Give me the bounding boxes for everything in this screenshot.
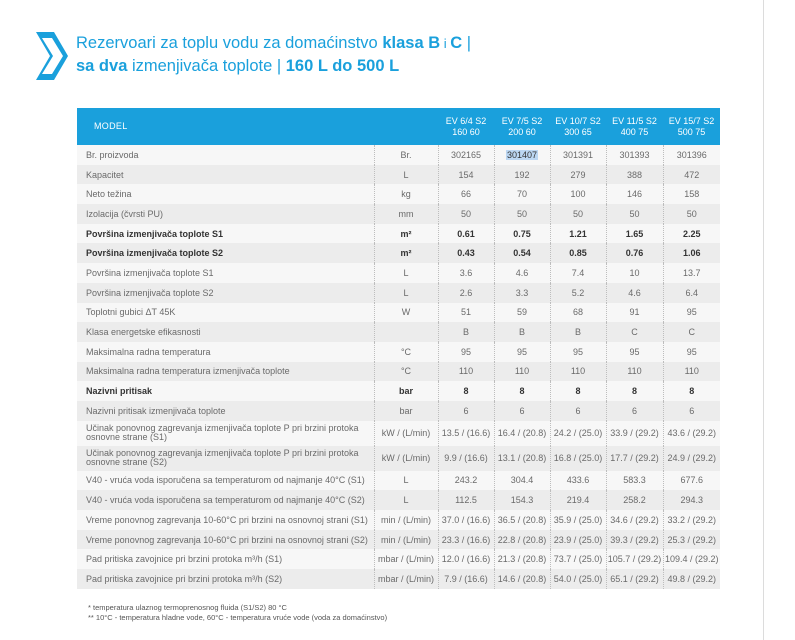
title-line-2: [76, 55, 636, 77]
table-row: [77, 362, 720, 382]
page-title: [76, 32, 636, 77]
title-text: Rezervoari za toplu vodu za domaćinstvo: [76, 34, 383, 52]
spec-table: [77, 108, 720, 589]
table-cell: 154.3: [494, 490, 550, 510]
unit-header: [374, 108, 438, 145]
table-cell: 16.4 / (20.8): [494, 421, 550, 446]
table-cell: 35.9 / (25.0): [550, 510, 606, 530]
table-row: [77, 381, 720, 401]
table-cell: 70: [494, 184, 550, 204]
table-cell: 14.6 / (20.8): [494, 569, 550, 589]
table-cell: 13.1 / (20.8): [494, 446, 550, 471]
table-cell: 39.3 / (29.2): [606, 530, 663, 550]
table-cell: 7.9 / (16.6): [438, 569, 494, 589]
title-separator: |: [462, 34, 472, 52]
table-cell: 21.3 / (20.8): [494, 549, 550, 569]
row-label: V40 - vruća voda isporučena sa temperaturom od najmanje 40°C (S1): [86, 475, 365, 486]
table-cell: 95: [438, 342, 494, 362]
table-cell: 8: [550, 381, 606, 401]
title-class-c: C: [450, 34, 463, 52]
table-cell: 73.7 / (25.0): [550, 549, 606, 569]
table-cell: 301391: [550, 145, 606, 165]
row-unit: °C: [374, 342, 438, 362]
table-row: [77, 204, 720, 224]
table-row: [77, 342, 720, 362]
spec-table-header: [77, 108, 720, 145]
table-cell: 1.21: [550, 224, 606, 244]
table-cell: 23.9 / (25.0): [550, 530, 606, 550]
table-cell: 294.3: [663, 490, 720, 510]
table-cell: 100: [550, 184, 606, 204]
row-unit: kW / (L/min): [374, 421, 438, 446]
table-cell: 3.3: [494, 283, 550, 303]
table-row: [77, 490, 720, 510]
row-unit: Br.: [374, 145, 438, 165]
row-label: Vreme ponovnog zagrevanja 10-60°C pri brzini na osnovnoj strani (S2): [86, 534, 368, 545]
table-cell: 1.06: [663, 243, 720, 263]
table-cell: 23.3 / (16.6): [438, 530, 494, 550]
table-cell: 13.5 / (16.6): [438, 421, 494, 446]
table-cell: 33.9 / (29.2): [606, 421, 663, 446]
footnote-1: * temperatura ulaznog termoprenosnog fluida (S1/S2) 80 °C: [88, 603, 287, 612]
table-cell: 110: [606, 362, 663, 382]
table-cell: 54.0 / (25.0): [550, 569, 606, 589]
table-cell: 279: [550, 165, 606, 185]
table-cell: 302165: [438, 145, 494, 165]
row-label: Klasa energetske efikasnosti: [86, 327, 201, 338]
title-line-1: [76, 32, 636, 55]
table-row: [77, 471, 720, 491]
table-cell: 110: [438, 362, 494, 382]
table-cell: B: [550, 322, 606, 342]
row-unit: [374, 322, 438, 342]
table-cell: 301396: [663, 145, 720, 165]
table-cell: 0.61: [438, 224, 494, 244]
table-cell: 0.76: [606, 243, 663, 263]
table-row: [77, 303, 720, 323]
table-cell: 95: [663, 342, 720, 362]
table-cell: 158: [663, 184, 720, 204]
table-cell: 110: [494, 362, 550, 382]
row-unit: mbar / (L/min): [374, 549, 438, 569]
table-cell: B: [494, 322, 550, 342]
table-cell: 8: [438, 381, 494, 401]
row-label: Neto težina: [86, 189, 132, 200]
table-row: [77, 510, 720, 530]
table-cell: 388: [606, 165, 663, 185]
row-label: Učinak ponovnog zagrevanja izmenjivača toplote P pri brzini protoka osnovne strane (S1): [86, 423, 359, 443]
table-cell: 4.6: [494, 263, 550, 283]
row-unit: kW / (L/min): [374, 446, 438, 471]
title-class-b: klasa B: [382, 34, 441, 52]
table-cell: 17.7 / (29.2): [606, 446, 663, 471]
table-row: [77, 446, 720, 471]
table-cell: 24.9 / (29.2): [663, 446, 720, 471]
table-cell: 2.6: [438, 283, 494, 303]
table-row: [77, 263, 720, 283]
spec-table-body: [77, 145, 720, 589]
table-cell: 0.75: [494, 224, 550, 244]
table-cell: 50: [606, 204, 663, 224]
table-cell: 7.4: [550, 263, 606, 283]
row-label: Nazivni pritisak izmenjivača toplote: [86, 405, 226, 416]
row-label: Maksimalna radna temperatura: [86, 346, 211, 357]
row-unit: L: [374, 490, 438, 510]
table-cell: 8: [606, 381, 663, 401]
table-cell: 8: [663, 381, 720, 401]
row-label: Pad pritiska zavojnice pri brzini protoka m³/h (S1): [86, 554, 283, 565]
model-col-header: EV 10/7 S2 300 65: [550, 108, 606, 145]
model-header: MODEL: [77, 108, 374, 145]
row-label: Površina izmenjivača toplote S2: [86, 287, 214, 298]
table-cell: 243.2: [438, 471, 494, 491]
table-cell: 95: [663, 303, 720, 323]
table-cell: 6: [550, 401, 606, 421]
footnotes: [88, 603, 387, 623]
table-cell: 95: [550, 342, 606, 362]
row-label: Br. proizvoda: [86, 149, 139, 160]
row-label: Izolacija (čvrsti PU): [86, 208, 164, 219]
table-cell: [494, 145, 550, 165]
table-cell: 91: [606, 303, 663, 323]
table-row: [77, 145, 720, 165]
table-cell: 59: [494, 303, 550, 323]
table-row: [77, 283, 720, 303]
table-cell: 110: [663, 362, 720, 382]
table-row: [77, 549, 720, 569]
table-cell: 51: [438, 303, 494, 323]
table-cell: 25.3 / (29.2): [663, 530, 720, 550]
table-cell: 6: [438, 401, 494, 421]
table-cell: 146: [606, 184, 663, 204]
row-unit: L: [374, 471, 438, 491]
table-row: [77, 165, 720, 185]
row-label: Nazivni pritisak: [86, 386, 153, 397]
title-two-exchangers: sa dva: [76, 57, 128, 75]
table-cell: C: [663, 322, 720, 342]
row-label: Učinak ponovnog zagrevanja izmenjivača toplote P pri brzini protoka osnovne strane (S2): [86, 448, 359, 468]
row-label: V40 - vruća voda isporučena sa temperaturom od najmanje 40°C (S2): [86, 495, 365, 506]
table-cell: 583.3: [606, 471, 663, 491]
table-cell: 24.2 / (25.0): [550, 421, 606, 446]
row-unit: mbar / (L/min): [374, 569, 438, 589]
table-cell: 43.6 / (29.2): [663, 421, 720, 446]
table-cell: C: [606, 322, 663, 342]
row-unit: kg: [374, 184, 438, 204]
table-row: [77, 421, 720, 446]
footnote-2: ** 10°C - temperatura hladne vode, 60°C - temperatura vruće vode (voda za domaćinstvo): [88, 613, 388, 622]
table-cell: 0.85: [550, 243, 606, 263]
row-label: Površina izmenjivača toplote S2: [86, 248, 224, 259]
table-cell: 258.2: [606, 490, 663, 510]
table-cell: 0.43: [438, 243, 494, 263]
table-cell: 12.0 / (16.6): [438, 549, 494, 569]
table-cell: 6: [606, 401, 663, 421]
table-cell: 5.2: [550, 283, 606, 303]
row-unit: L: [374, 283, 438, 303]
table-cell: 154: [438, 165, 494, 185]
row-label: Pad pritiska zavojnice pri brzini protoka m³/h (S2): [86, 573, 283, 584]
table-cell: 6: [663, 401, 720, 421]
table-cell: 0.54: [494, 243, 550, 263]
table-cell: 3.6: [438, 263, 494, 283]
table-cell: 16.8 / (25.0): [550, 446, 606, 471]
table-cell: 10: [606, 263, 663, 283]
table-cell: 13.7: [663, 263, 720, 283]
table-row: [77, 322, 720, 342]
row-label: Površina izmenjivača toplote S1: [86, 267, 214, 278]
table-cell: 50: [663, 204, 720, 224]
table-cell: 677.6: [663, 471, 720, 491]
table-cell: 34.6 / (29.2): [606, 510, 663, 530]
row-label: Kapacitet: [86, 169, 124, 180]
table-cell: 50: [438, 204, 494, 224]
table-cell: 50: [550, 204, 606, 224]
table-cell: 50: [494, 204, 550, 224]
table-cell: 36.5 / (20.8): [494, 510, 550, 530]
table-cell: 9.9 / (16.6): [438, 446, 494, 471]
table-cell: 95: [494, 342, 550, 362]
table-cell: 4.6: [606, 283, 663, 303]
table-cell: 219.4: [550, 490, 606, 510]
table-cell: 433.6: [550, 471, 606, 491]
row-label: Vreme ponovnog zagrevanja 10-60°C pri brzini na osnovnoj strani (S1): [86, 514, 368, 525]
table-cell: 112.5: [438, 490, 494, 510]
table-row: [77, 401, 720, 421]
highlighted-product-number[interactable]: 301407: [506, 149, 538, 160]
table-cell: 95: [606, 342, 663, 362]
row-unit: W: [374, 303, 438, 323]
model-col-header: EV 7/5 S2 200 60: [494, 108, 550, 145]
row-unit: L: [374, 263, 438, 283]
row-label: Površina izmenjivača toplote S1: [86, 228, 224, 239]
table-cell: 65.1 / (29.2): [606, 569, 663, 589]
row-label: Toplotni gubici ΔT 45K: [86, 307, 176, 318]
table-cell: 110: [550, 362, 606, 382]
table-row: [77, 184, 720, 204]
page-edge-line: [763, 0, 764, 640]
table-row: [77, 569, 720, 589]
table-cell: 22.8 / (20.8): [494, 530, 550, 550]
model-col-header: EV 6/4 S2 160 60: [438, 108, 494, 145]
table-cell: 304.4: [494, 471, 550, 491]
table-cell: 301393: [606, 145, 663, 165]
table-cell: 66: [438, 184, 494, 204]
table-row: [77, 530, 720, 550]
row-unit: mm: [374, 204, 438, 224]
row-unit: m²: [374, 224, 438, 244]
row-unit: min / (L/min): [374, 530, 438, 550]
title-capacity-range: 160 L do 500 L: [285, 57, 400, 75]
table-row: [77, 243, 720, 263]
table-cell: 33.2 / (29.2): [663, 510, 720, 530]
table-cell: 109.4 / (29.2): [663, 549, 720, 569]
table-cell: 2.25: [663, 224, 720, 244]
row-unit: L: [374, 165, 438, 185]
row-unit: bar: [374, 401, 438, 421]
row-unit: min / (L/min): [374, 510, 438, 530]
table-cell: 6.4: [663, 283, 720, 303]
model-col-header: EV 15/7 S2 500 75: [663, 108, 720, 145]
table-cell: 105.7 / (29.2): [606, 549, 663, 569]
model-col-header: EV 11/5 S2 400 75: [606, 108, 663, 145]
row-label: Maksimalna radna temperatura izmenjivača toplote: [86, 366, 290, 377]
title-and: i: [440, 36, 451, 51]
table-cell: 6: [494, 401, 550, 421]
table-cell: 1.65: [606, 224, 663, 244]
table-cell: 37.0 / (16.6): [438, 510, 494, 530]
table-row: [77, 224, 720, 244]
table-cell: 8: [494, 381, 550, 401]
table-cell: 192: [494, 165, 550, 185]
table-cell: 68: [550, 303, 606, 323]
table-cell: 49.8 / (29.2): [663, 569, 720, 589]
table-cell: 472: [663, 165, 720, 185]
title-exchangers-text: izmenjivača toplote |: [127, 57, 286, 75]
row-unit: °C: [374, 362, 438, 382]
chevron-logo-icon: [34, 30, 70, 82]
table-cell: B: [438, 322, 494, 342]
row-unit: m²: [374, 243, 438, 263]
row-unit: bar: [374, 381, 438, 401]
